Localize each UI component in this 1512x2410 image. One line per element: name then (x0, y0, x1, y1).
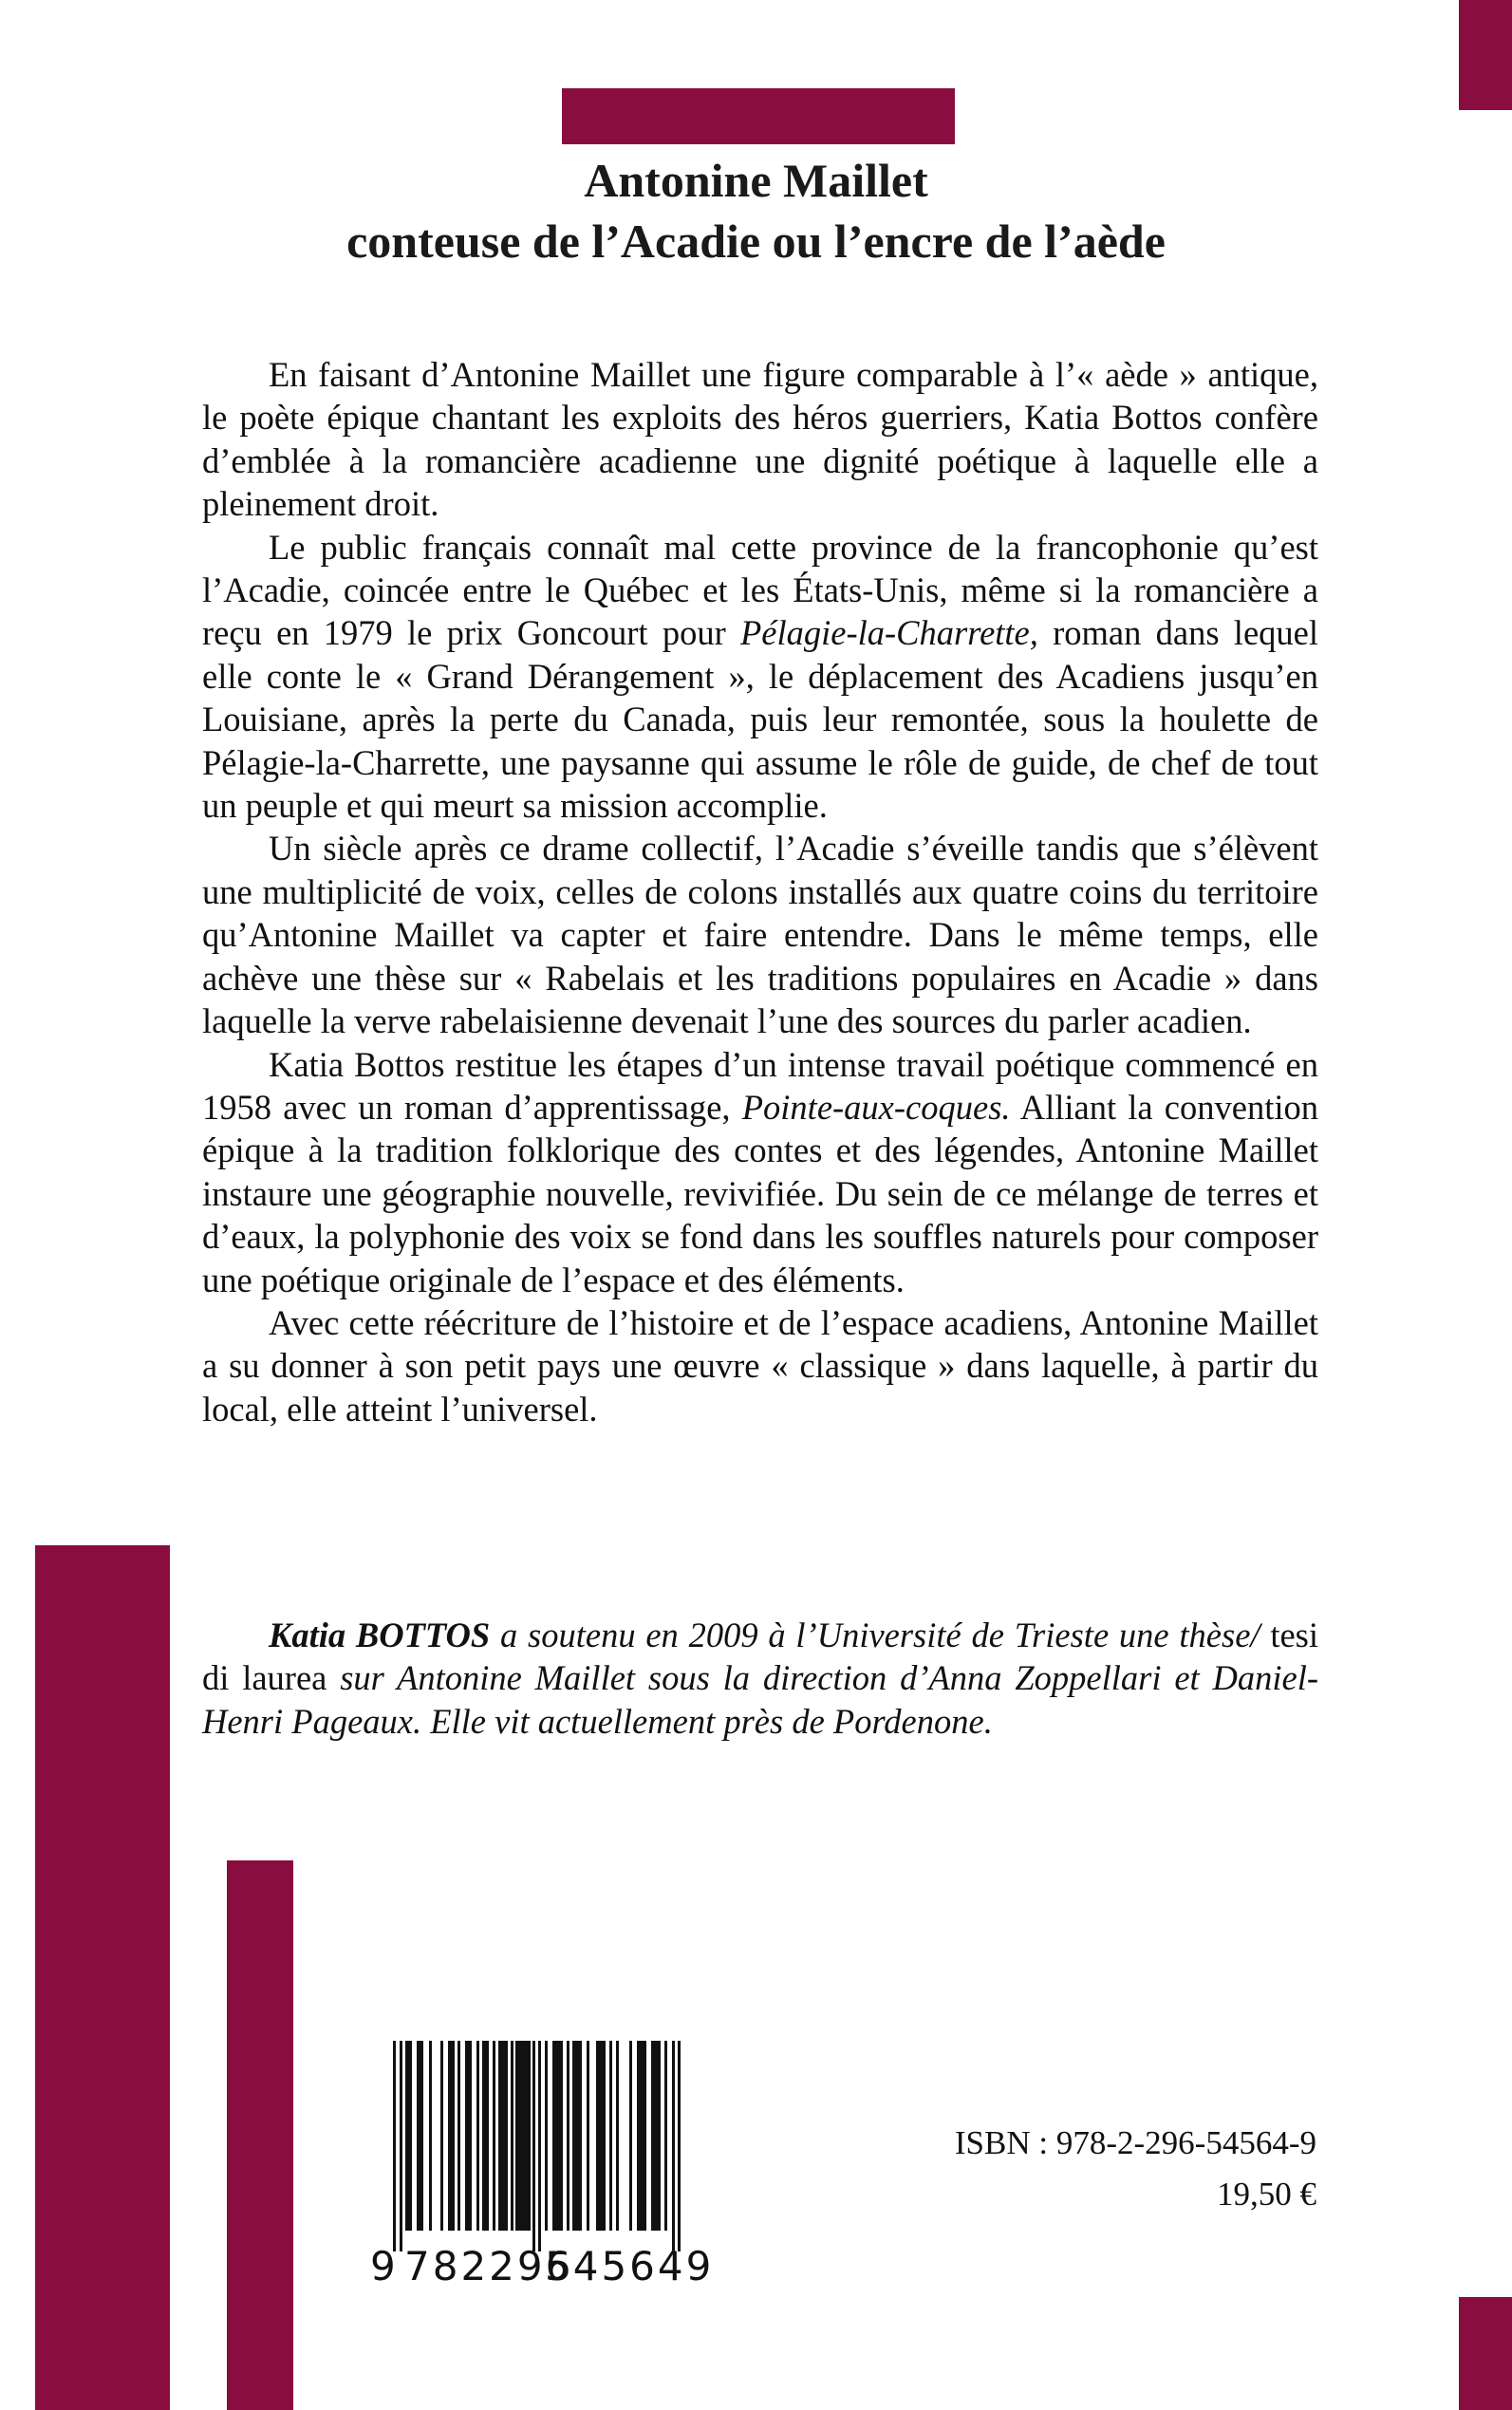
paragraph-2: Le public français connaît mal cette province de la francophonie qu’est l’Acadie, coincée entre le Québec et les États-Unis, même si la romancière a reçu en 1979 le prix Goncourt pour Pélagie-la-Charrette, roman dans lequel elle conte le « Grand Dérangement », le déplacement des Acadiens jusqu’en Louisiane, après la perte du Canada, puis leur remontée, sous la houlette de Pélagie-la-Charrette, une paysanne qui assume le rôle de guide, de chef de tout un peuple et qui meurt sa mission accomplie. (202, 527, 1318, 826)
price-label: 19,50 € (1217, 2176, 1316, 2213)
left-inner-accent-bar (227, 1860, 293, 2410)
title-line-2: conteuse de l’Acadie ou l’encre de l’aède (346, 215, 1166, 268)
svg-text:782296: 782296 (404, 2243, 574, 2289)
paragraph-4: Katia Bottos restitue les étapes d’un intense travail poétique commencé en 1958 avec un roman d’apprentissage, Pointe-aux-coques. Alliant la convention épique à la tradition folklorique des contes et des légendes, Antonine Maillet instaure une géographie nouvelle, revivifiée. Du sein de ce mélange de terres et d’eaux, la polyphonie des voix se fond dans les souffles naturels pour composer une poétique originale de l’espace et des éléments. (202, 1044, 1318, 1299)
book-title-pelagie: Pélagie-la-Charrette, (739, 613, 1038, 653)
paragraph-5: Avec cette réécriture de l’histoire et de l’espace acadiens, Antonine Maillet a su donner à son petit pays une œuvre « classique » dans laquelle, à partir du local, elle atteint l’universel. (202, 1302, 1318, 1429)
top-right-accent-bar (1459, 0, 1512, 110)
paragraph-3: Un siècle après ce drame collectif, l’Acadie s’éveille tandis que s’élèvent une multiplicité de voix, celles de colons installés aux quatre coins du territoire qu’Antonine Maillet va capter et faire entendre. Dans le même temps, elle achève une thèse sur « Rabelais et les traditions populaires en Acadie » dans laquelle la verve rabelaisienne devenait l’une des sources du parler acadien. (202, 829, 1318, 1041)
author-bio: Katia BOTTOS a soutenu en 2009 à l’Université de Trieste une thèse/ tesi di laurea sur Antonine Maillet sous la direction d’Anna Zoppellari et Daniel-Henri Pageaux. Elle vit actuellement près de Pordenone. (202, 1616, 1319, 1741)
isbn-label: ISBN : 978-2-296-54564-9 (954, 2124, 1316, 2161)
paragraph-1: En faisant d’Antonine Maillet une figure comparable à l’« aède » antique, le poète épique chantant les exploits des héros guerriers, Katia Bottos confère d’emblée à la romancière acadienne une dignité poétique à laquelle elle a pleinement droit. (202, 355, 1318, 524)
barcode-icon (370, 2031, 769, 2297)
title-line-1: Antonine Maillet (584, 154, 928, 207)
book-title-pointe: Pointe-aux-coques. (741, 1087, 1011, 1127)
title-accent-bar (562, 88, 955, 144)
svg-text:545649: 545649 (545, 2243, 715, 2289)
bottom-right-accent-bar (1459, 2297, 1512, 2410)
left-tall-accent-bar (35, 1545, 170, 2410)
svg-text:9: 9 (370, 2243, 396, 2289)
book-title (0, 150, 1512, 271)
back-cover-blurb (202, 353, 1318, 1430)
author-name: Katia BOTTOS (269, 1616, 491, 1654)
